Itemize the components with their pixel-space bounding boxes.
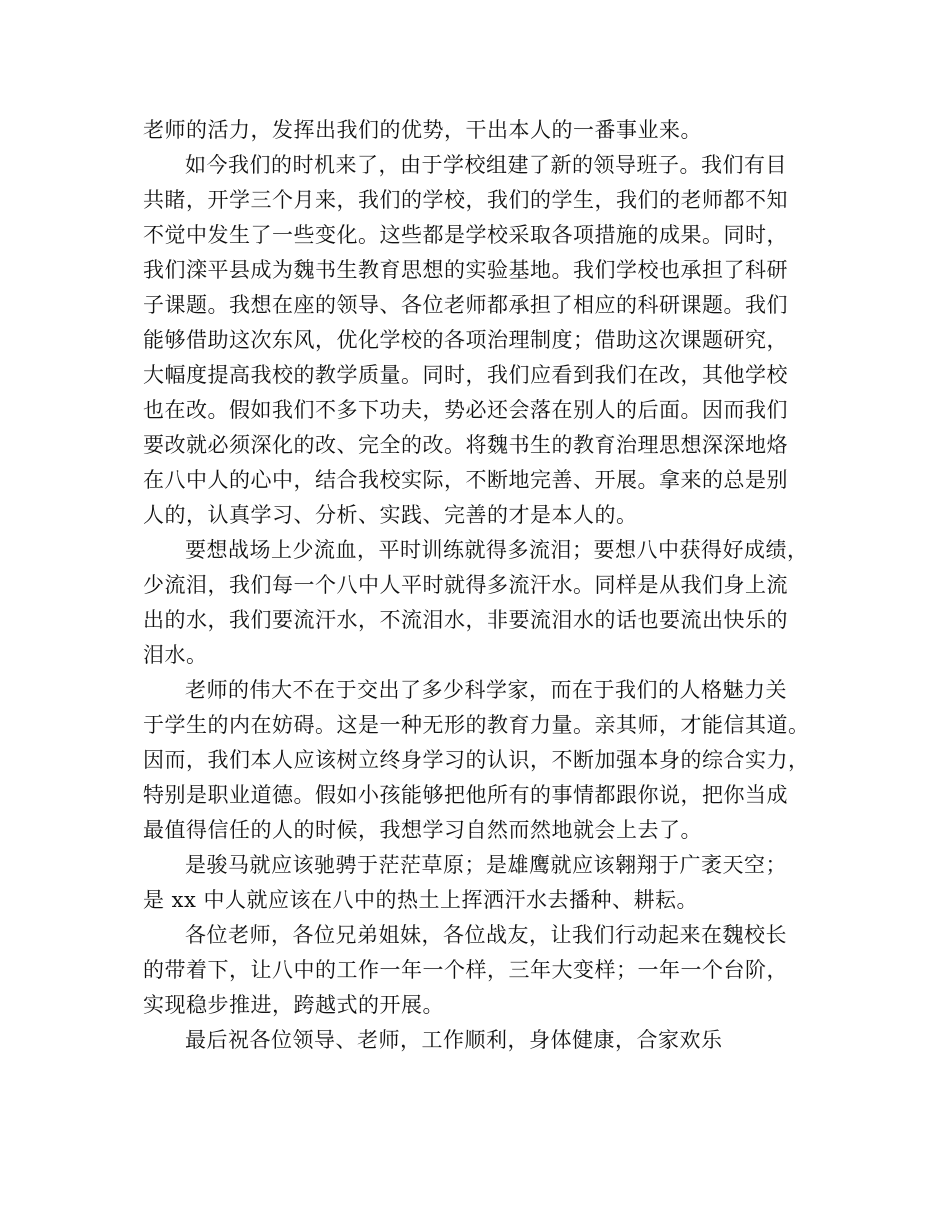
text-line: 老师的活力，发挥出我们的优势，干出本人的一番事业来。 — [143, 118, 702, 142]
text-line: 各位老师，各位兄弟姐妹，各位战友，让我们行动起来在魏校长 — [185, 923, 787, 947]
text-line: 特别是职业道德。假如小孩能够把他所有的事情都跟你说，把你当成 — [143, 783, 788, 807]
text-line: 因而，我们本人应该树立终身学习的认识，不断加强本身的综合实力， — [143, 748, 810, 772]
text-line: 要改就必须深化的改、完全的改。将魏书生的教育治理思想深深地烙 — [143, 433, 788, 457]
text-line: 出的水，我们要流汗水，不流泪水，非要流泪水的话也要流出快乐的 — [143, 608, 788, 632]
text-line: 如今我们的时机来了，由于学校组建了新的领导班子。我们有目 — [185, 153, 787, 177]
text-line: 是骏马就应该驰骋于茫茫草原；是雄鹰就应该翱翔于广袤天空； — [185, 853, 787, 877]
text-line: 我们滦平县成为魏书生教育思想的实验基地。我们学校也承担了科研 — [143, 258, 788, 282]
text-line: 能够借助这次东风，优化学校的各项治理制度；借助这次课题研究， — [143, 328, 788, 352]
text-line: 泪水。 — [143, 643, 208, 667]
text-line: 于学生的内在妨碍。这是一种无形的教育力量。亲其师，才能信其道。 — [143, 713, 810, 737]
text-line: 人的，认真学习、分析、实践、完善的才是本人的。 — [143, 503, 638, 527]
text-line: 不觉中发生了一些变化。这些都是学校采取各项措施的成果。同时， — [143, 223, 788, 247]
text-line: 实现稳步推进，跨越式的开展。 — [143, 993, 444, 1017]
text-line: 最后祝各位领导、老师，工作顺利，身体健康，合家欢乐 — [185, 1028, 723, 1052]
document-body — [143, 113, 823, 1058]
text-line: 的带着下，让八中的工作一年一个样，三年大变样；一年一个台阶， — [143, 958, 788, 982]
text-line: 最值得信任的人的时候，我想学习自然而然地就会上去了。 — [143, 818, 702, 842]
text-line: 也在改。假如我们不多下功夫，势必还会落在别人的后面。因而我们 — [143, 398, 788, 422]
text-line: 少流泪，我们每一个八中人平时就得多流汗水。同样是从我们身上流 — [143, 573, 788, 597]
text-line: 共睹，开学三个月来，我们的学校，我们的学生，我们的老师都不知 — [143, 188, 788, 212]
text-line: 老师的伟大不在于交出了多少科学家，而在于我们的人格魅力关 — [185, 678, 787, 702]
text-line: 子课题。我想在座的领导、各位老师都承担了相应的科研课题。我们 — [143, 293, 788, 317]
text-line: 大幅度提高我校的教学质量。同时，我们应看到我们在改，其他学校 — [143, 363, 788, 387]
text-line: 要想战场上少流血，平时训练就得多流泪；要想八中获得好成绩， — [185, 538, 809, 562]
text-line: 在八中人的心中，结合我校实际，不断地完善、开展。拿来的总是别 — [143, 468, 788, 492]
text-line: 是 xx 中人就应该在八中的热土上挥洒汗水去播种、耕耘。 — [143, 888, 699, 912]
